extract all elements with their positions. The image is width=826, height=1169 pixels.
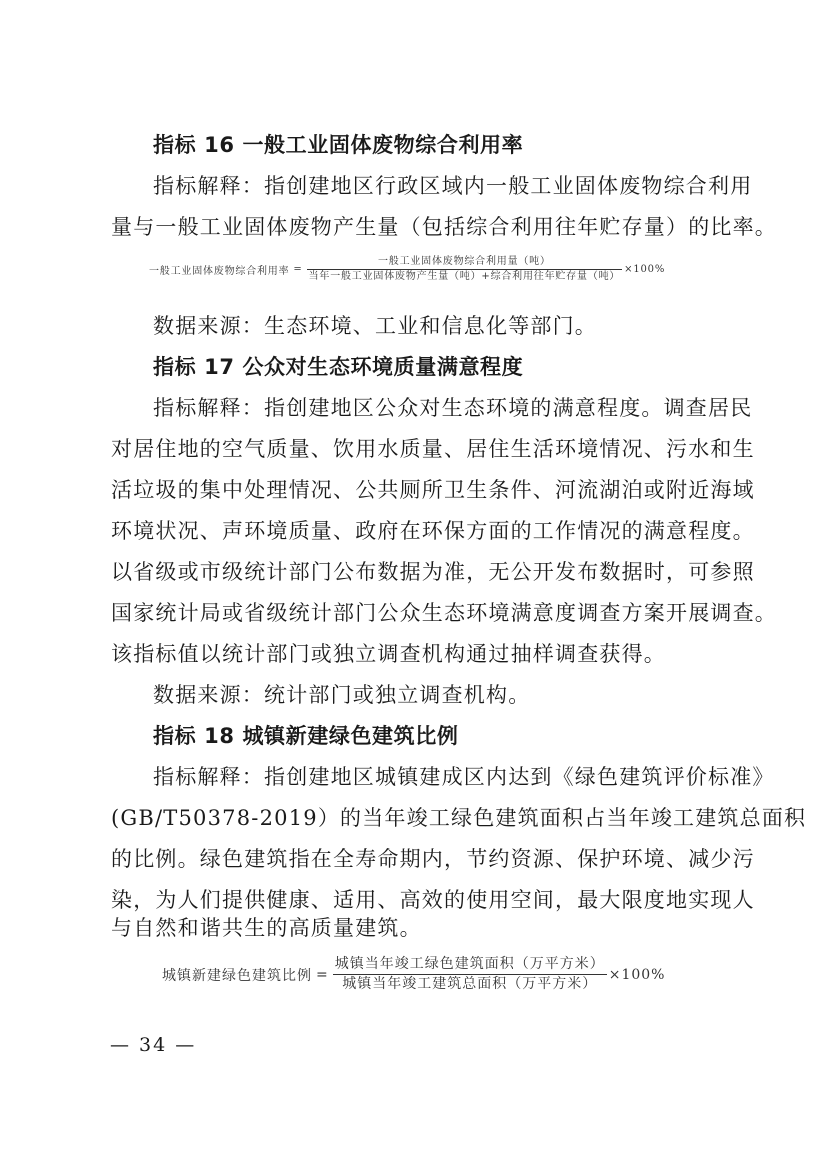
explanation-17-line-3: 活垃圾的集中处理情况、公共厕所卫生条件、河流湖泊或附近海域 bbox=[111, 478, 755, 502]
formula-16-multiplier: ×100% bbox=[624, 264, 666, 275]
heading-indicator-16: 指标 16 一般工业固体废物综合利用率 bbox=[153, 133, 524, 157]
heading-indicator-17: 指标 17 公众对生态环境质量满意程度 bbox=[153, 355, 524, 379]
formula-18-lhs: 城镇新建绿色建筑比例 bbox=[162, 967, 312, 984]
formula-18-numerator: 城镇当年竣工绿色建筑面积（万平方米） bbox=[334, 956, 605, 972]
explanation-17-line-1: 指标解释：指创建地区公众对生态环境的满意程度。调查居民 bbox=[153, 396, 753, 420]
explanation-17-line-7: 该指标值以统计部门或独立调查机构通过抽样调查获得。 bbox=[111, 642, 666, 666]
source-16: 数据来源：生态环境、工业和信息化等部门。 bbox=[153, 314, 597, 338]
explanation-16-line-2: 量与一般工业固体废物产生量（包括综合利用往年贮存量）的比率。 bbox=[111, 215, 777, 239]
explanation-16-line-1: 指标解释：指创建地区行政区域内一般工业固体废物综合利用 bbox=[153, 174, 753, 198]
explanation-17-line-4: 环境状况、声环境质量、政府在环保方面的工作情况的满意程度。 bbox=[111, 519, 755, 543]
formula-18-equals: = bbox=[316, 966, 329, 983]
explanation-18-line-2: (GB/T50378-2019）的当年竣工绿色建筑面积占当年竣工建筑总面积 bbox=[111, 806, 807, 830]
formula-indicator-16 bbox=[149, 255, 665, 284]
formula-18-denominator: 城镇当年竣工建筑总面积（万平方米） bbox=[342, 976, 598, 992]
page-number: — 34 — bbox=[110, 1034, 197, 1056]
formula-16-numerator: 一般工业固体废物综合利用量（吨） bbox=[377, 256, 551, 267]
explanation-17-line-2: 对居住地的空气质量、饮用水质量、居住生活环境情况、污水和生 bbox=[111, 437, 755, 461]
explanation-17-line-6: 国家统计局或省级统计部门公众生态环境满意度调查方案开展调查。 bbox=[111, 601, 777, 625]
explanation-18-line-1: 指标解释：指创建地区城镇建成区内达到《绿色建筑评价标准》 bbox=[153, 765, 775, 789]
explanation-18-line-5: 与自然和谐共生的高质量建筑。 bbox=[111, 916, 422, 940]
formula-16-denominator: 当年一般工业固体废物产生量（吨）+综合利用往年贮存量（吨） bbox=[308, 271, 621, 282]
heading-indicator-18: 指标 18 城镇新建绿色建筑比例 bbox=[153, 724, 459, 748]
explanation-18-line-3: 的比例。绿色建筑指在全寿命期内，节约资源、保护环境、减少污 bbox=[111, 847, 755, 871]
source-17: 数据来源：统计部门或独立调查机构。 bbox=[153, 683, 531, 707]
formula-16-fraction bbox=[307, 255, 623, 284]
formula-18-fraction bbox=[333, 955, 607, 994]
formula-16-equals: = bbox=[293, 264, 303, 275]
formula-18-multiplier: ×100% bbox=[608, 966, 666, 983]
formula-16-lhs: 一般工业固体废物综合利用率 bbox=[149, 266, 290, 277]
explanation-18-line-4: 染，为人们提供健康、适用、高效的使用空间，最大限度地实现人 bbox=[111, 888, 755, 912]
explanation-17-line-5: 以省级或市级统计部门公布数据为准，无公开发布数据时，可参照 bbox=[111, 560, 755, 584]
formula-indicator-18 bbox=[162, 955, 666, 994]
